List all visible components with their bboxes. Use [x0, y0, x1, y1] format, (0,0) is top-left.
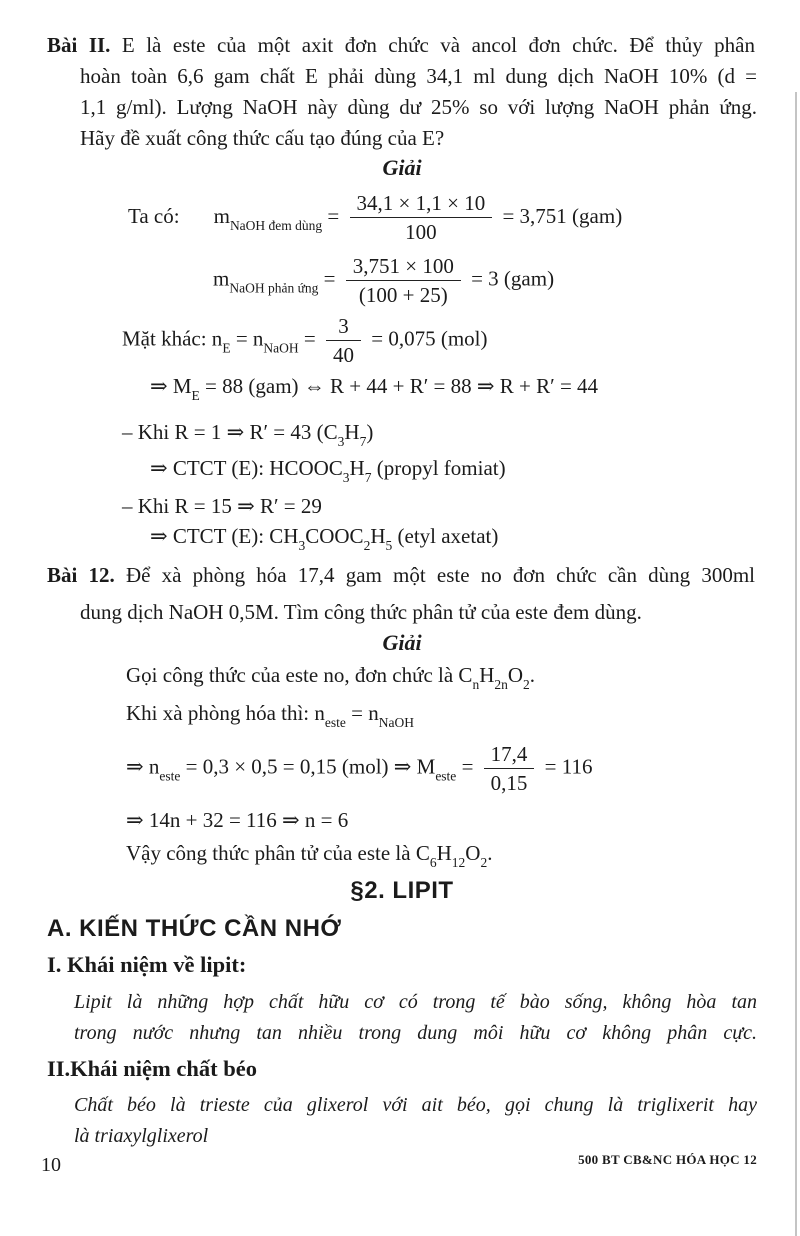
- bai11-statement-line2: hoàn toàn 6,6 gam chất E phải dùng 34,1 ml dung dịch NaOH 10% (d =: [80, 64, 757, 88]
- formula-vay-ket-luan: Vậy công thức phân tử của este là $C_6H_{12}O_2$.: [126, 841, 493, 870]
- fraction: $\frac{34,1 \times 1,1 \times 10}{100}$: [350, 189, 493, 247]
- formula-me-88: ⇒ $M_E = 88$ (gam) ⇔ R + 44 + R′ = 88 ⇒ R + R′ = 44: [150, 374, 599, 403]
- formula-m-naoh-phan-ung: $m_{NaOH phản ứng}$ = $\frac{3,751 \times 100}{(100 + 25)}$ = 3 (gam): [213, 252, 554, 310]
- formula-ctct-etyl-axetat: ⇒ CTCT (E): $CH_3COOC_2H_5$ (etyl axetat): [150, 524, 499, 553]
- section-heading-lipit: §2. LIPIT: [350, 877, 454, 904]
- bai11-label: Bài II.: [47, 33, 111, 57]
- bai12-label: Bài 12.: [47, 563, 115, 587]
- bai11-statement-line1: [47, 30, 755, 60]
- subscript: 3: [337, 434, 345, 449]
- subscript: 5: [385, 538, 393, 553]
- subscript: 12: [451, 855, 466, 870]
- subscript: NaOH đem dùng: [229, 217, 323, 233]
- subscript: este: [159, 768, 181, 784]
- bai11-line1-text: E là este của một axit đơn chức và ancol đơn chức. Để thủy phân: [121, 33, 755, 57]
- subscript: 2: [363, 538, 371, 553]
- page-edge-scan-line: [795, 92, 797, 1236]
- subscript: este: [324, 715, 346, 730]
- bai12-line1-text: Để xà phòng hóa 17,4 gam một este no đơn chức cần dùng 300ml: [125, 563, 756, 587]
- heading-kien-thuc-can-nho: A. KIẾN THỨC CẦN NHỚ: [47, 915, 342, 942]
- bai11-statement-line3: 1,1 g/ml). Lượng NaOH này dùng dư 25% so với lượng NaOH phản ứng.: [80, 95, 757, 119]
- subscript: 2: [480, 855, 488, 870]
- bai12-statement-line1: [47, 560, 755, 590]
- subscript: E: [222, 340, 231, 356]
- subscript: NaOH: [378, 715, 414, 730]
- page-number: 10: [41, 1154, 61, 1176]
- book-title-footer: 500 BT CB&NC HÓA HỌC 12: [578, 1152, 757, 1167]
- lipit-definition-line1: Lipit là những hợp chất hữu cơ có trong tế bào sống, không hòa tan: [74, 991, 757, 1013]
- chat-beo-definition-line2: là triaxylglixerol: [74, 1125, 209, 1147]
- fraction: $\frac{3,751 \times 100}{(100 + 25)}$: [346, 252, 461, 310]
- formula-mat-khac: Mặt khác: $n_E = n_{NaOH}$ = $\frac{3}{40}$ = 0,075 (mol): [122, 312, 488, 370]
- fraction: $\frac{17,4}{0,15}$: [484, 740, 535, 798]
- bai12-statement-line2: dung dịch NaOH 0,5M. Tìm công thức phân tử của este đem dùng.: [80, 600, 642, 624]
- subscript: 3: [298, 538, 306, 553]
- subscript: 6: [429, 855, 437, 870]
- subscript: NaOH: [263, 340, 299, 356]
- formula-khi-r15: – Khi R = 15 ⇒ R′ = 29: [122, 494, 322, 518]
- formula-ctct-propyl-fomiat: ⇒ CTCT (E): $HCOOC_3H_7$ (propyl fomiat): [150, 456, 506, 485]
- bai11-solution-heading: Giải: [382, 155, 422, 180]
- lipit-definition-line2: trong nước nhưng tan nhiều trong dung môi hữu cơ không phân cực.: [74, 1022, 757, 1044]
- subscript: este: [435, 768, 457, 784]
- subscript: NaOH phản ứng: [229, 280, 319, 296]
- formula-n-este: ⇒ $n_{este} = 0,3 \times 0,5 = 0,15$ (mol) ⇒ $M_{este}$ = $\frac{17,4}{0,15}$ = 116: [126, 740, 592, 798]
- subscript: n: [472, 677, 480, 692]
- bai12-solution-heading: Giải: [382, 630, 422, 655]
- heading-khai-niem-chat-beo: II.Khái niệm chất béo: [47, 1056, 258, 1081]
- ta-co-label: Ta có:: [128, 203, 180, 228]
- chat-beo-definition-line1: Chất béo là trieste của glixerol với ait béo, gọi chung là triglixerit hay: [74, 1094, 757, 1116]
- formula-m-naoh-dem-dung: [128, 189, 622, 247]
- bai11-statement-line4: Hãy đề xuất công thức cấu tạo đúng của E?: [80, 126, 445, 150]
- subscript: 2: [523, 677, 530, 692]
- subscript: 2n: [494, 677, 508, 692]
- fraction: $\frac{3}{40}$: [326, 312, 361, 370]
- heading-khai-niem-lipit: I. Khái niệm về lipit:: [47, 952, 247, 977]
- formula-14n-32: ⇒ 14n + 32 = 116 ⇒ n = 6: [126, 808, 349, 832]
- formula-khi-r1: – Khi R = 1 ⇒ R′ = 43 $(C_3H_7)$: [122, 420, 374, 449]
- formula-goi-cong-thuc: Gọi công thức của este no, đơn chức là $C_nH_{2n}O_2$.: [126, 663, 536, 692]
- subscript: 7: [364, 470, 372, 485]
- subscript: E: [191, 388, 200, 403]
- subscript: 7: [359, 434, 367, 449]
- formula-m1-body: $m_{NaOH đem dùng}$ = $\frac{34,1 \times 1,1 \times 10}{100}$ = 3,751 (gam): [214, 204, 623, 228]
- formula-khi-xa-phong: Khi xà phòng hóa thì: $n_{este} = n_{NaOH}$: [126, 701, 414, 730]
- subscript: 3: [342, 470, 350, 485]
